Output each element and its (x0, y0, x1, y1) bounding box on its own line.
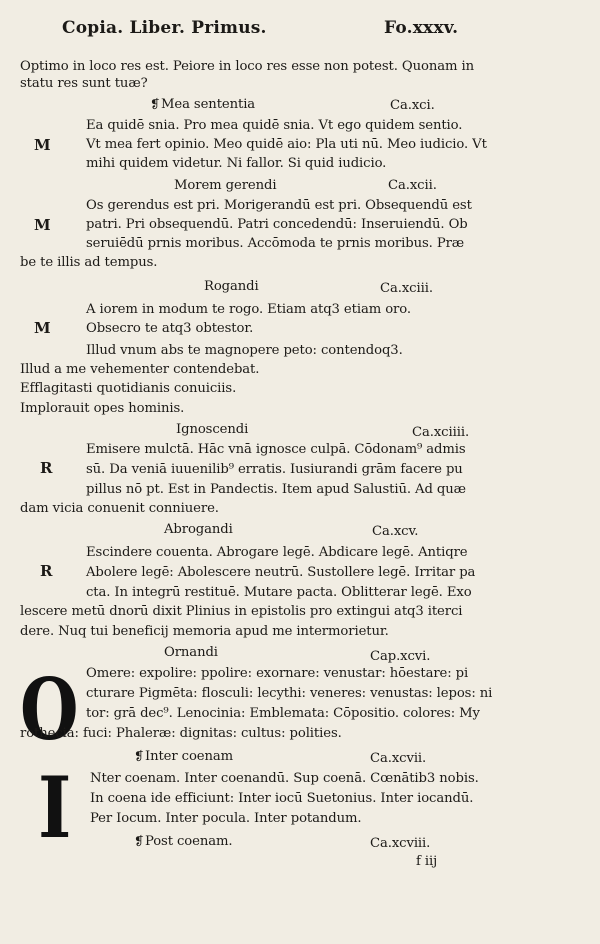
margin-letter: R (40, 562, 53, 580)
text-line: Efflagitasti quotidianis conuiciis. (20, 381, 237, 396)
section-head-label: Ornandi (164, 645, 218, 660)
text-line: Illud a me vehementer contendebat. (20, 362, 260, 377)
section-head-label: Mea sententia (160, 97, 256, 112)
text-line: tor: grā dec⁹. Lenocinia: Emblemata: Cōpositio. colores: My (86, 706, 480, 721)
text-line: Escindere couenta. Abrogare legē. Abdicare legē. Antiqre (86, 545, 468, 560)
text-line: seruiēdū prnis moribus. Accōmoda te prnis moribus. Præ (86, 236, 465, 251)
chapter-number: Ca.xcviii. (370, 836, 431, 851)
margin-letter: M (34, 136, 51, 154)
text-line: dam vicia conuenit conniuere. (20, 501, 219, 516)
text-line: In coena ide efficiunt: Inter iocū Suetonius. Inter iocandū. (90, 791, 474, 806)
section-head (134, 833, 233, 850)
text-line: Omere: expolire: ppolire: exornare: venustar: hōestare: pi (86, 666, 469, 681)
decorated-initial: I (38, 758, 72, 857)
text-line: Vt mea fert opinio. Meo quidē aio: Pla uti nū. Meo iudicio. Vt (86, 137, 487, 152)
section-head-label: Inter coenam (144, 749, 234, 764)
chapter-number: Ca.xciii. (380, 281, 433, 296)
signature-mark: f iij (416, 854, 438, 869)
text-line: A iorem in modum te rogo. Etiam atq3 etiam oro. (86, 302, 411, 317)
chapter-number: Ca.xcvii. (370, 751, 427, 766)
text-line: Emisere mulctā. Hāc vnā ignosce culpā. Cōdonam⁹ admis (86, 442, 466, 457)
section-head-label: Rogandi (204, 279, 259, 294)
text-line: Abolere legē: Abolescere neutrū. Sustollere legē. Irritar pa (86, 565, 476, 580)
text-line: cta. In integrū restituē. Mutare pacta. Oblitterar legē. Exo (86, 585, 472, 600)
section-head-label: Abrogandi (164, 522, 233, 537)
text-line: cturare Pigmēta: flosculi: lecythi: veneres: venustas: lepos: ni (86, 686, 493, 701)
paragraph-mark-icon: ❡ (134, 749, 144, 763)
folio-number: Fo.xxxv. (384, 18, 459, 38)
chapter-number: Ca.xciiii. (412, 425, 470, 440)
text-line: Per Iocum. Inter pocula. Inter potandum. (90, 811, 362, 826)
margin-letter: R (40, 459, 53, 477)
text-line: patri. Pri obsequendū. Patri concedendū: Inseruiendū. Ob (86, 217, 468, 232)
text-line: Os gerendus est pri. Morigerandū est pri. Obsequendū est (86, 198, 472, 213)
text-line: be te illis ad tempus. (20, 255, 158, 270)
text-line: Optimo in loco res est. Peiore in loco res esse non potest. Quonam in (20, 59, 474, 74)
running-header-title: Copia. Liber. Primus. (62, 18, 267, 38)
chapter-number: Cap.xcvi. (370, 649, 431, 664)
section-head (134, 748, 233, 765)
chapter-number: Ca.xci. (390, 98, 435, 113)
text-line: statu res sunt tuæ? (20, 76, 148, 91)
paragraph-mark-icon: ❡ (134, 834, 144, 848)
text-line: Nter coenam. Inter coenandū. Sup coenā. Cœnātib3 nobis. (90, 771, 479, 786)
section-head-label: Post coenam. (144, 834, 233, 849)
section-head-label: Morem gerendi (174, 178, 277, 193)
text-line: sū. Da veniā iuuenilib⁹ erratis. Iusiurandi grām facere pu (86, 462, 463, 477)
paragraph-mark-icon: ❡ (150, 97, 160, 111)
chapter-number: Ca.xcv. (372, 524, 419, 539)
text-line: pillus nō pt. Est in Pandectis. Item apud Salustiū. Ad quæ (86, 482, 466, 497)
text-line: Implorauit opes hominis. (20, 401, 185, 416)
chapter-number: Ca.xcii. (388, 178, 437, 193)
section-head-label: Ignoscendi (176, 422, 249, 437)
margin-letter: M (34, 319, 51, 337)
text-line: rothecia: fuci: Phaleræ: dignitas: cultus: polities. (20, 726, 342, 741)
text-line: dere. Nuq tui beneficij memoria apud me intermorietur. (20, 624, 389, 639)
text-line: lescere metū dnorū dixit Plinius in epistolis pro extingui atq3 iterci (20, 604, 463, 619)
section-head (150, 96, 255, 113)
text-line: Illud vnum abs te magnopere peto: contendoq3. (86, 343, 403, 358)
margin-letter: M (34, 216, 51, 234)
decorated-initial: O (20, 660, 79, 759)
text-line: Ea quidē snia. Pro mea quidē snia. Vt ego quidem sentio. (86, 118, 463, 133)
text-line: Obsecro te atq3 obtestor. (86, 321, 254, 336)
text-line: mihi quidem videtur. Ni fallor. Si quid iudicio. (86, 156, 387, 171)
